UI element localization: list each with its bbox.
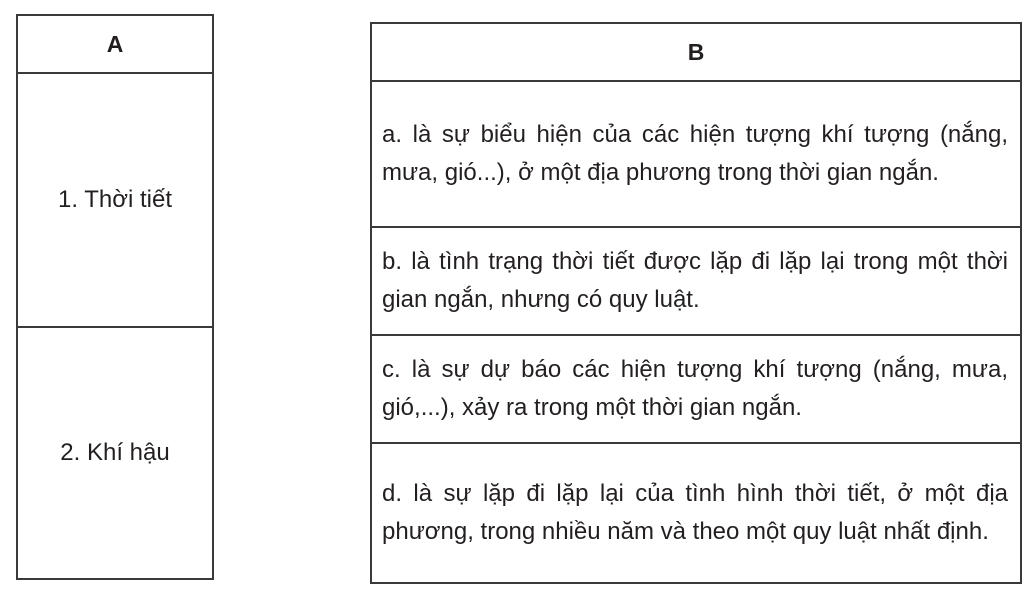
table-b-item-c-text: c. là sự dự báo các hiện tượng khí tượng (nắng, mưa, gió,...), xảy ra trong một thời gian ngắn.	[382, 356, 1008, 421]
table-b-item-d-text: d. là sự lặp đi lặp lại của tình hình thời tiết, ở một địa phương, trong nhiều năm và theo một quy luật nhất định.	[382, 480, 1008, 545]
table-b-item-a	[372, 80, 1020, 226]
table-b-item-b	[372, 226, 1020, 334]
table-b	[370, 22, 1022, 584]
table-b-item-d	[372, 442, 1020, 582]
table-a	[16, 14, 214, 580]
table-a-header: A	[106, 30, 124, 57]
table-a-item-2: 2. Khí hậu	[18, 326, 212, 578]
table-b-item-a-text: a. là sự biểu hiện của các hiện tượng khí tượng (nắng, mưa, gió...), ở một địa phương trong thời gian ngắn.	[382, 121, 1008, 186]
table-b-item-c	[372, 334, 1020, 442]
table-b-item-b-text: b. là tình trạng thời tiết được lặp đi lặp lại trong một thời gian ngắn, nhưng có quy luật.	[382, 248, 1008, 313]
table-a-item-1: 1. Thời tiết	[18, 72, 212, 326]
table-b-header: B	[687, 38, 705, 65]
